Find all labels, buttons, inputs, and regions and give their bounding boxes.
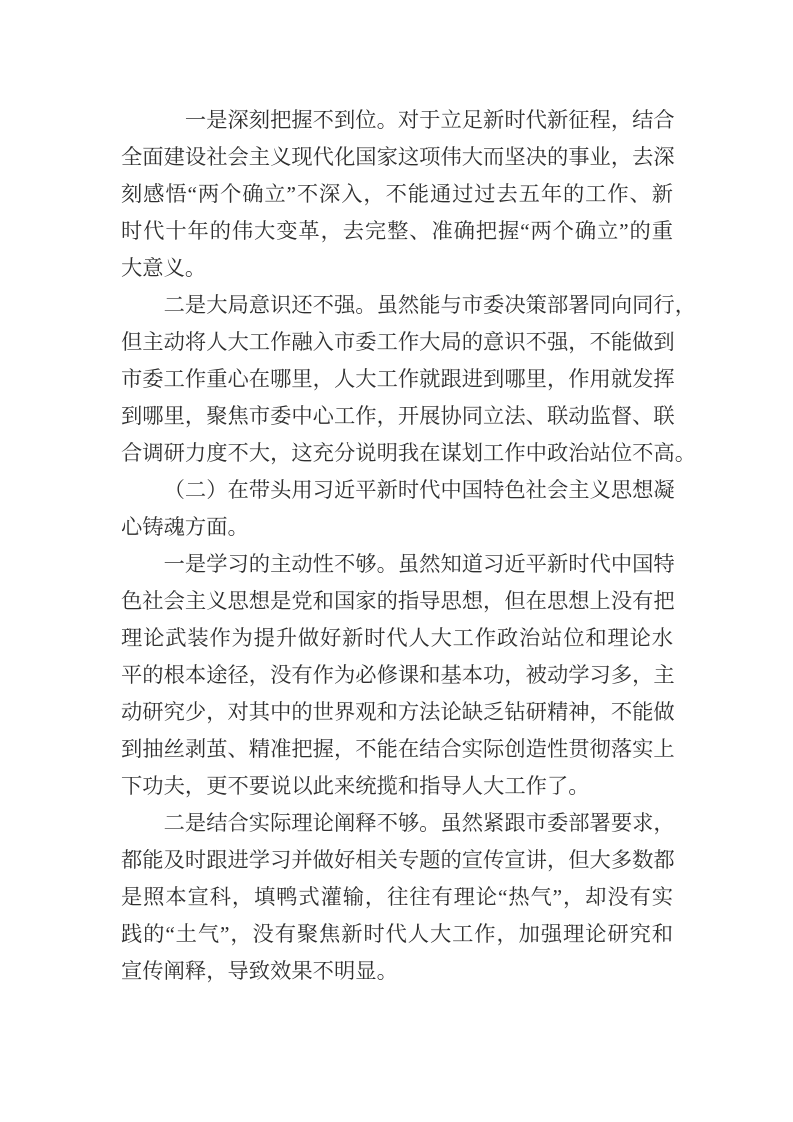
para-point-one-study-initiative	[121, 546, 673, 805]
text-line: 到抽丝剥茧、精准把握，不能在结合实际创造性贯彻落实上	[121, 737, 675, 761]
text-line: 践的“土气”，没有聚焦新时代人大工作，加强理论研究和	[121, 922, 673, 946]
text-line: 合调研力度不大，这充分说明我在谋划工作中政治站位不高。	[121, 441, 697, 465]
para-point-one-grasp	[121, 102, 673, 287]
text-line: （二）在带头用习近平新时代中国特色社会主义思想凝	[163, 478, 675, 502]
text-line: 二是大局意识还不强。虽然能与市委决策部署同向同行，	[163, 293, 697, 317]
text-line: 心铸魂方面。	[121, 515, 249, 539]
text-line: 全面建设社会主义现代化国家这项伟大而坚决的事业，去深	[121, 145, 675, 169]
text-line: 刻感悟“两个确立”不深入，不能通过过去五年的工作、新	[121, 182, 673, 206]
text-line: 但主动将人大工作融入市委工作大局的意识不强，不能做到	[121, 330, 675, 354]
para-point-two-theory-explanation	[121, 805, 673, 990]
text-line: 时代十年的伟大变革，去完整、准确把握“两个确立”的重	[121, 219, 673, 243]
text-line: 一是学习的主动性不够。虽然知道习近平新时代中国特	[163, 552, 675, 576]
text-line: 下功夫，更不要说以此来统揽和指导人大工作了。	[121, 774, 590, 798]
text-line: 色社会主义思想是党和国家的指导思想，但在思想上没有把	[121, 589, 675, 613]
text-line: 二是结合实际理论阐释不够。虽然紧跟市委部署要求，	[163, 811, 675, 835]
text-line: 都能及时跟进学习并做好相关专题的宣传宣讲，但大多数都	[121, 848, 675, 872]
heading-section-two	[121, 472, 673, 546]
text-line: 一是深刻把握不到位。对于立足新时代新征程，结合	[184, 108, 675, 132]
text-line: 市委工作重心在哪里，人大工作就跟进到哪里，作用就发挥	[121, 367, 675, 391]
text-line: 理论武装作为提升做好新时代人大工作政治站位和理论水	[121, 626, 673, 650]
text-line: 动研究少，对其中的世界观和方法论缺乏钻研精神，不能做	[121, 700, 675, 724]
para-point-two-overall-awareness	[121, 287, 697, 472]
text-line: 宣传阐释，导致效果不明显。	[121, 959, 398, 983]
text-line: 到哪里，聚焦市委中心工作，开展协同立法、联动监督、联	[121, 404, 675, 428]
text-line: 平的根本途径，没有作为必修课和基本功，被动学习多，主	[121, 663, 675, 687]
text-line: 大意义。	[121, 256, 207, 280]
document-body	[121, 102, 697, 990]
text-line: 是照本宣科，填鸭式灌输，往往有理论“热气”，却没有实	[121, 885, 673, 909]
